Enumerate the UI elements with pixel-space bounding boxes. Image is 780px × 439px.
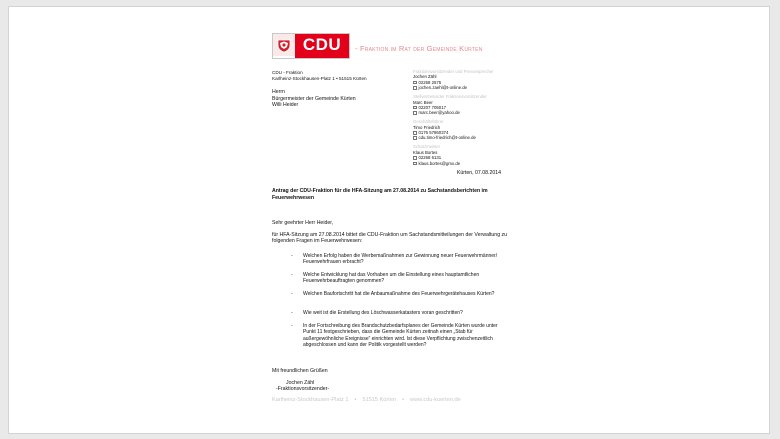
email-link[interactable]: cdu.timo-friedrich@t-online.de xyxy=(418,135,476,141)
letter-body xyxy=(272,220,510,245)
email-link[interactable]: klaus.bortes@gmx.de xyxy=(418,160,461,166)
list-item: - Welchen Baufortschritt hat die Anbaumaßnahme des Feuerwehrgerätehauses Kürten? xyxy=(291,291,495,297)
email-icon xyxy=(413,86,417,90)
letter-footer: Karlheinz-Stockhausen-Platz 1 • 51515 Kürten • www.cdu-kuerten.de xyxy=(272,397,461,403)
intro-paragraph: für HFA-Sitzung am 27.08.2014 bittet die CDU-Fraktion um Sachstandsmitteilungen der Verwaltung zu folgenden Fragen im Feuerwehrwesen: xyxy=(272,231,507,245)
list-item: - Welche Entwicklung hat das Vorhaben um die Einstellung eines hauptamtlichen Feuerwehrbeauftragten genommen? xyxy=(291,272,480,285)
cdu-logo xyxy=(272,33,350,59)
contact-block: Schatzmeister Klaus Bortes 02268 6131 klaus.bortes@gmx.de xyxy=(413,144,461,166)
phone-icon xyxy=(413,81,417,85)
email-icon xyxy=(413,136,417,140)
phone-icon xyxy=(413,156,417,160)
letter-subject: Antrag der CDU-Fraktion für die HFA-Sitzung am 27.08.2014 zu Sachstandsberichten im Feuerwehrwesen xyxy=(272,188,488,201)
contact-block: Fraktionsvorsitzender und Pressesprecher Jochen Zähl 02268 2575 jochen.zaehl@t-online.de xyxy=(413,69,494,91)
email-link[interactable]: jochen.zaehl@t-online.de xyxy=(418,85,468,91)
contact-block: Stellvertretender Fraktionsvorsitzender Marc Beer 02207 705017 marc.beer@yahoo.de xyxy=(413,94,487,116)
letter-date: Kürten, 07.08.2014 xyxy=(456,170,501,176)
cdu-wordmark: CDU xyxy=(295,34,349,58)
contact-sidebar xyxy=(413,69,513,166)
party-tagline: - Fraktion im Rat der Gemeinde Kürten xyxy=(355,44,483,53)
signature-name: Jochen Zähl xyxy=(286,379,315,386)
phone-icon xyxy=(413,106,417,110)
email-icon xyxy=(413,162,417,166)
recipient-address: Herrn Bürgermeister der Gemeinde Kürten Willi Heider xyxy=(272,89,356,108)
closing-greeting: Mit freundlichen Grüßen xyxy=(272,368,328,374)
list-item: - Welchen Erfolg haben die Werbemaßnahmen zur Gewinnung neuer Feuerwehrmänner/ Feuerwehrfrauen erbracht? xyxy=(291,253,498,266)
email-icon xyxy=(413,111,417,115)
website-link[interactable]: www.cdu-kuerten.de xyxy=(410,397,461,403)
list-item: - Wie weit ist die Erstellung des Löschwasserkatasters voran geschritten? xyxy=(291,310,463,316)
email-link[interactable]: marc.beer@yahoo.de xyxy=(418,110,460,116)
letter-page xyxy=(263,27,513,409)
list-item: - In der Fortschreibung des Brandschutzbedarfsplanes der Gemeinde Kürten wurde unter Punkt 11 festgeschrieben, dass die Gemeinde Kürten zeitnah einen „Stab für außergewöhnliche Ereignisse“ einrichten wird. Ist diese Verpflichtung zwischenzeitlich abgeschlossen und kann der Politik vorgestellt werden? xyxy=(291,323,498,349)
signature-title: -Fraktionsvorsitzender- xyxy=(276,386,330,392)
salutation: Sehr geehrter Herr Heider, xyxy=(272,220,334,226)
phone-icon xyxy=(413,131,417,135)
crest-icon xyxy=(273,34,295,56)
contact-block: Geschäftsführer Timo Friedrich 0176 57860374 cdu.timo-friedrich@t-online.de xyxy=(413,119,476,141)
letter-closing xyxy=(272,368,329,393)
sender-line: CDU - Fraktion Karlheinz-Stockhausen-Platz 1 • 51515 Kürten xyxy=(272,70,367,81)
